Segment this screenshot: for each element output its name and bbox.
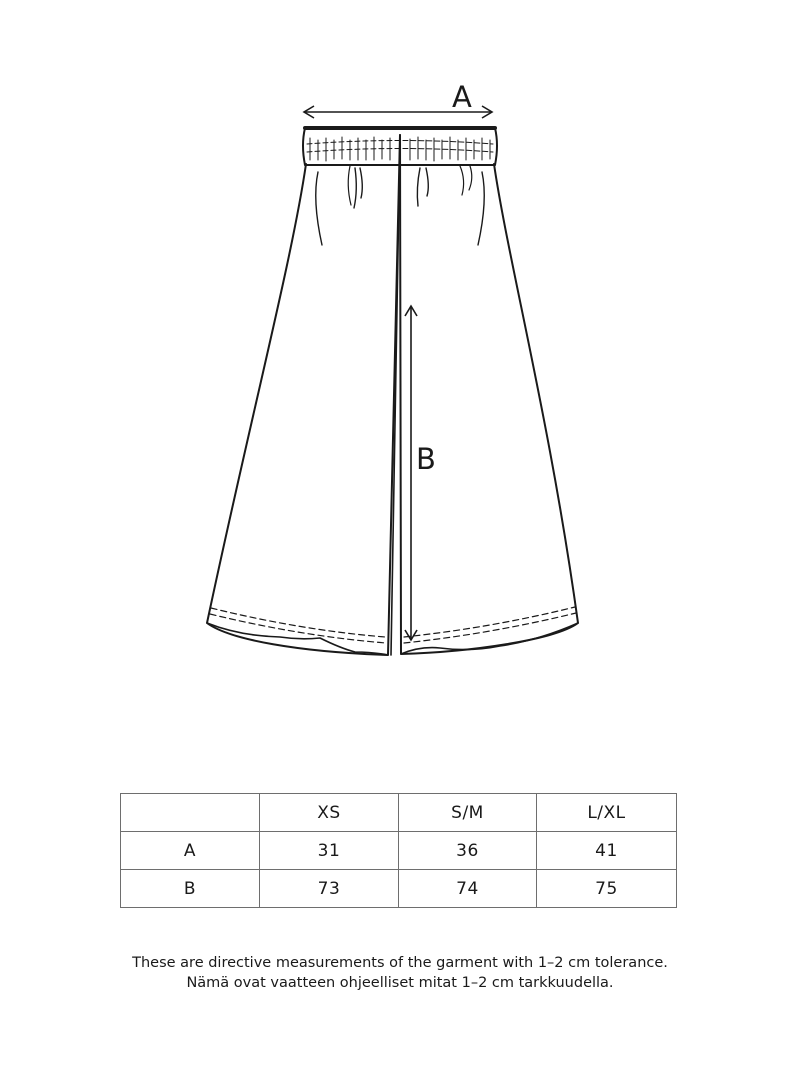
row-label: B	[121, 870, 260, 908]
measure-b-label: B	[416, 442, 436, 476]
pant-body	[207, 135, 578, 655]
note-finnish: Nämä ovat vaatteen ohjeelliset mitat 1–2 cm tarkkuudella.	[186, 975, 614, 991]
table-cell: 75	[537, 870, 677, 908]
table-cell: 36	[399, 832, 537, 870]
table-cell: 73	[260, 870, 399, 908]
size-header: L/XL	[537, 794, 677, 832]
measure-a-label: A	[452, 80, 472, 114]
row-label: A	[121, 832, 260, 870]
tolerance-note	[0, 953, 800, 993]
table-cell: 74	[399, 870, 537, 908]
table-header-row	[121, 794, 677, 832]
table-corner-cell	[121, 794, 260, 832]
size-header: S/M	[399, 794, 537, 832]
table-row	[121, 832, 677, 870]
size-table	[120, 793, 677, 908]
table-cell: 31	[260, 832, 399, 870]
size-header: XS	[260, 794, 399, 832]
table-row	[121, 870, 677, 908]
note-english: These are directive measurements of the garment with 1–2 cm tolerance.	[132, 955, 668, 971]
table-cell: 41	[537, 832, 677, 870]
